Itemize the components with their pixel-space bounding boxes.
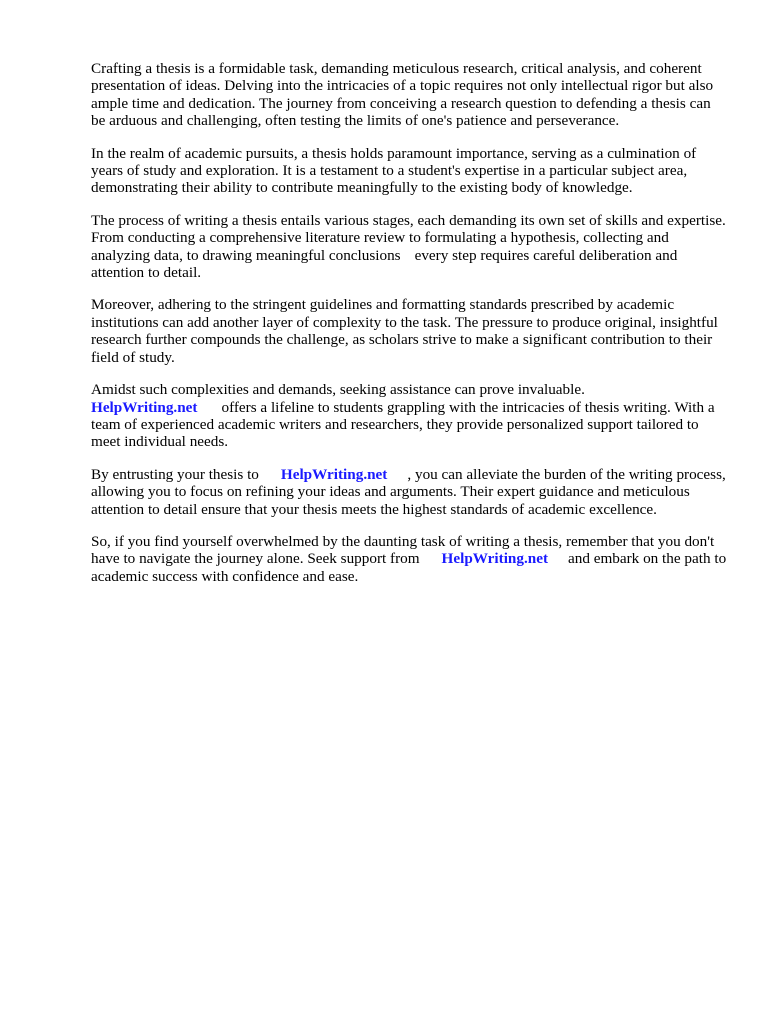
paragraph-entrusting (91, 466, 727, 518)
paragraph-closing (91, 533, 727, 585)
helpwriting-link-1[interactable]: HelpWriting.net (91, 398, 198, 416)
document-body (91, 60, 727, 600)
paragraph-assistance (91, 381, 727, 451)
paragraph-assistance-text-after: offers a lifeline to students grappling with the intricacies of thesis writing. With a team of experienced academic writers and researchers, they provide personalized support tailored to meet individual needs. (91, 398, 715, 451)
paragraph-assistance-text-before: Amidst such complexities and demands, seeking assistance can prove invaluable. (91, 381, 585, 399)
helpwriting-link-2[interactable]: HelpWriting.net (280, 465, 388, 483)
paragraph-process-text-after: every step requires careful deliberation and attention to detail. (91, 246, 678, 282)
paragraph-process (91, 212, 727, 282)
paragraph-closing-text-before: So, if you find yourself overwhelmed by the daunting task of writing a thesis, remember that you don't have to navigate the journey alone. Seek support from (91, 532, 715, 568)
paragraph-process-text-before: The process of writing a thesis entails various stages, each demanding its own set of skills and expertise. From conducting a comprehensive literature review to formulating a hypothesis, collecting and analyzing data, to drawing meaningful conclusions (91, 211, 726, 264)
paragraph-entrusting-text-before: By entrusting your thesis to (91, 465, 259, 483)
paragraph-closing-text-after: and embark on the path to academic success with confidence and ease. (91, 550, 727, 585)
paragraph-entrusting-text-after: , you can alleviate the burden of the writing process, allowing you to focus on refining your ideas and arguments. Their expert guidance and meticulous attention to detail ensure that your thesis meets the highest standards of academic excellence. (91, 465, 726, 518)
helpwriting-link-3[interactable]: HelpWriting.net (441, 550, 549, 568)
paragraph-guidelines: Moreover, adhering to the stringent guidelines and formatting standards prescribed by academic institutions can add another layer of complexity to the task. The pressure to produce original, insightful research further compounds the challenge, as scholars strive to make a significant contribution to their field of study. (91, 296, 718, 366)
paragraph-importance: In the realm of academic pursuits, a thesis holds paramount importance, serving as a culmination of years of study and exploration. It is a testament to a student's expertise in a particular subject area, demonstrating their ability to contribute meaningfully to the existing body of knowledge. (91, 144, 697, 197)
paragraph-intro: Crafting a thesis is a formidable task, demanding meticulous research, critical analysis, and coherent presentation of ideas. Delving into the intricacies of a topic requires not only intellectual rigor but also ample time and dedication. The journey from conceiving a research question to defending a thesis can be arduous and challenging, often testing the limits of one's patience and perseverance. (91, 60, 714, 130)
